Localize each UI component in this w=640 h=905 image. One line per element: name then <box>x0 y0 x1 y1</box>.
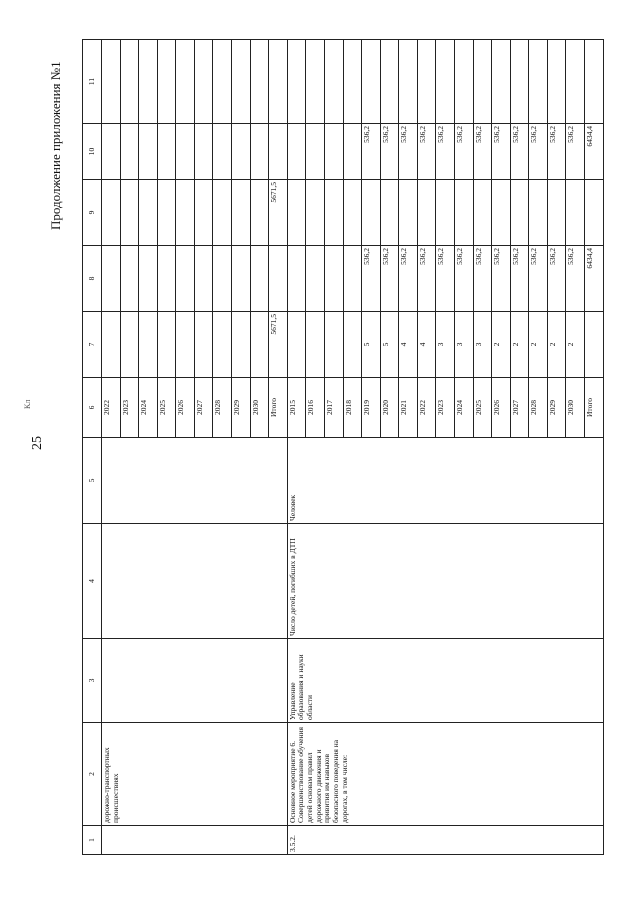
table-cell <box>139 246 158 312</box>
table-cell <box>529 40 548 124</box>
indicator-cell <box>102 524 288 639</box>
indicator-value: 2 <box>547 312 566 378</box>
table-cell <box>473 40 492 124</box>
amount-cell <box>194 180 213 246</box>
table-cell <box>566 180 585 246</box>
col-header: 6 <box>83 378 102 438</box>
table-cell <box>306 180 325 246</box>
amount-cell: 536,2 <box>529 124 548 180</box>
amount-cell: 536,2 <box>492 246 511 312</box>
table-cell <box>380 40 399 124</box>
table-cell <box>157 246 176 312</box>
col-header: 4 <box>83 524 102 639</box>
table-cell <box>362 40 381 124</box>
table-cell <box>120 246 139 312</box>
amount-cell: 536,2 <box>436 246 455 312</box>
table-cell <box>306 40 325 124</box>
amount-cell: 536,2 <box>362 124 381 180</box>
amount-cell: 536,2 <box>547 124 566 180</box>
indicator-value: 4 <box>417 312 436 378</box>
indicator-value <box>306 312 325 378</box>
year-cell: 2015 <box>287 378 306 438</box>
table-cell <box>250 124 269 180</box>
amount-cell <box>102 312 121 378</box>
table-cell <box>343 180 362 246</box>
year-cell: 2023 <box>436 378 455 438</box>
amount-cell: 536,2 <box>566 124 585 180</box>
page-number: 25 <box>30 436 45 450</box>
unit-cell: Человек <box>287 438 603 524</box>
indicator-value: 5 <box>380 312 399 378</box>
year-cell: 2024 <box>454 378 473 438</box>
indicator-value: 3 <box>436 312 455 378</box>
col-header: 7 <box>83 312 102 378</box>
year-cell: 2025 <box>473 378 492 438</box>
amount-cell <box>176 312 195 378</box>
table-cell <box>194 124 213 180</box>
year-cell: 2025 <box>157 378 176 438</box>
table-cell <box>157 124 176 180</box>
year-cell: 2022 <box>102 378 121 438</box>
indicator-value <box>287 312 306 378</box>
amount-cell: 536,2 <box>417 246 436 312</box>
table-cell <box>510 180 529 246</box>
table-cell <box>585 40 604 124</box>
unit-cell <box>102 438 288 524</box>
amount-cell: 536,2 <box>417 124 436 180</box>
amount-cell <box>139 312 158 378</box>
year-cell: 2018 <box>343 378 362 438</box>
amount-cell <box>139 180 158 246</box>
total-amount: 5671,5 <box>269 312 288 378</box>
amount-cell <box>250 312 269 378</box>
year-cell: 2030 <box>250 378 269 438</box>
total-label: Итого <box>585 378 604 438</box>
table-cell <box>250 246 269 312</box>
amount-cell <box>120 180 139 246</box>
table-cell <box>436 180 455 246</box>
amount-cell: 536,2 <box>399 246 418 312</box>
year-cell: 2023 <box>120 378 139 438</box>
amount-cell: 536,2 <box>510 246 529 312</box>
col-header: 2 <box>83 723 102 826</box>
total-amount: 6434,4 <box>585 124 604 180</box>
year-cell: 2028 <box>213 378 232 438</box>
amount-cell <box>213 180 232 246</box>
year-cell: 2030 <box>566 378 585 438</box>
amount-cell <box>157 312 176 378</box>
indicator-value: 4 <box>399 312 418 378</box>
amount-cell: 536,2 <box>510 124 529 180</box>
col-header: 3 <box>83 639 102 723</box>
year-cell: 2019 <box>362 378 381 438</box>
measure-name: Основное мероприятие 6. Совершенствование обучения детей основам правил дорожного движения и привития им навыков безопасного поведения на дорогах, в том числе: <box>287 723 603 826</box>
indicator-value: 3 <box>473 312 492 378</box>
table-cell <box>324 40 343 124</box>
amount-cell <box>194 312 213 378</box>
executor-cell: Управление образования и науки области <box>287 639 603 723</box>
table-cell <box>399 40 418 124</box>
amount-cell <box>102 180 121 246</box>
table-cell <box>102 40 121 124</box>
table-cell <box>120 124 139 180</box>
table-cell <box>232 124 251 180</box>
appendix-table-container <box>82 40 604 855</box>
table-cell <box>176 40 195 124</box>
indicator-value <box>324 312 343 378</box>
table-cell <box>324 180 343 246</box>
table-cell <box>102 246 121 312</box>
table-cell <box>436 40 455 124</box>
indicator-value <box>343 312 362 378</box>
table-cell <box>232 246 251 312</box>
table-cell <box>120 40 139 124</box>
amount-cell <box>343 246 362 312</box>
table-cell <box>454 180 473 246</box>
amount-cell: 536,2 <box>566 246 585 312</box>
indicator-value: 5 <box>362 312 381 378</box>
amount-cell: 536,2 <box>454 124 473 180</box>
amount-cell: 536,2 <box>547 246 566 312</box>
year-cell: 2028 <box>529 378 548 438</box>
table-cell <box>139 124 158 180</box>
total-label: Итого <box>269 378 288 438</box>
indicator-value: 2 <box>510 312 529 378</box>
amount-cell <box>157 180 176 246</box>
amount-cell: 536,2 <box>454 246 473 312</box>
table-cell <box>232 40 251 124</box>
table-row <box>287 40 306 855</box>
table-cell <box>492 180 511 246</box>
table-cell <box>454 40 473 124</box>
amount-cell <box>324 124 343 180</box>
row-code <box>102 826 288 855</box>
table-cell <box>399 180 418 246</box>
year-cell: 2027 <box>510 378 529 438</box>
indicator-value: 3 <box>454 312 473 378</box>
year-cell: 2027 <box>194 378 213 438</box>
table-cell <box>417 40 436 124</box>
amount-cell: 536,2 <box>399 124 418 180</box>
year-cell: 2021 <box>399 378 418 438</box>
year-cell: 2022 <box>417 378 436 438</box>
header-row <box>83 40 102 855</box>
table-cell <box>176 124 195 180</box>
amount-cell <box>324 246 343 312</box>
table-cell <box>287 180 306 246</box>
total-amount: 6434,4 <box>585 246 604 312</box>
amount-cell: 536,2 <box>380 246 399 312</box>
amount-cell <box>250 180 269 246</box>
amount-cell <box>306 124 325 180</box>
executor-cell <box>102 639 288 723</box>
table-cell <box>585 180 604 246</box>
year-cell: 2016 <box>306 378 325 438</box>
table-cell <box>585 312 604 378</box>
table-cell <box>157 40 176 124</box>
table-cell <box>213 246 232 312</box>
amount-cell: 536,2 <box>436 124 455 180</box>
amount-cell <box>213 312 232 378</box>
table-cell <box>213 124 232 180</box>
table-cell <box>492 40 511 124</box>
total-amount: 5671,5 <box>269 180 288 246</box>
year-cell: 2017 <box>324 378 343 438</box>
appendix-table <box>82 39 604 855</box>
indicator-cell: Число детей, погибших в ДТП <box>287 524 603 639</box>
amount-cell <box>287 246 306 312</box>
col-header: 9 <box>83 180 102 246</box>
indicator-value: 2 <box>566 312 585 378</box>
table-cell <box>194 40 213 124</box>
indicator-value: 2 <box>492 312 511 378</box>
table-cell <box>287 40 306 124</box>
col-header: 11 <box>83 40 102 124</box>
table-cell <box>362 180 381 246</box>
table-cell <box>510 40 529 124</box>
col-header: 1 <box>83 826 102 855</box>
table-cell <box>566 40 585 124</box>
year-cell: 2026 <box>176 378 195 438</box>
table-cell <box>269 246 288 312</box>
table-cell <box>380 180 399 246</box>
table-cell <box>269 124 288 180</box>
amount-cell <box>343 124 362 180</box>
table-cell <box>194 246 213 312</box>
table-cell <box>250 40 269 124</box>
table-cell <box>473 180 492 246</box>
year-cell: 2020 <box>380 378 399 438</box>
amount-cell <box>120 312 139 378</box>
amount-cell: 536,2 <box>492 124 511 180</box>
year-cell: 2026 <box>492 378 511 438</box>
amount-cell: 536,2 <box>473 124 492 180</box>
table-cell <box>269 40 288 124</box>
row-code: 3.5.2. <box>287 826 603 855</box>
amount-cell <box>232 312 251 378</box>
col-header: 5 <box>83 438 102 524</box>
table-cell <box>213 40 232 124</box>
amount-cell <box>232 180 251 246</box>
amount-cell: 536,2 <box>529 246 548 312</box>
table-cell <box>417 180 436 246</box>
amount-cell <box>176 180 195 246</box>
table-cell <box>139 40 158 124</box>
amount-cell: 536,2 <box>473 246 492 312</box>
table-cell <box>343 40 362 124</box>
col-header: 8 <box>83 246 102 312</box>
table-cell <box>176 246 195 312</box>
table-body <box>102 40 604 855</box>
col-header: 10 <box>83 124 102 180</box>
amount-cell: 536,2 <box>380 124 399 180</box>
amount-cell <box>306 246 325 312</box>
amount-cell <box>287 124 306 180</box>
measure-name: дорожно-транспортных происшествиях <box>102 723 288 826</box>
year-cell: 2029 <box>547 378 566 438</box>
table-row <box>102 40 121 855</box>
table-cell <box>102 124 121 180</box>
scan-mark: Кл <box>23 399 32 409</box>
indicator-value: 2 <box>529 312 548 378</box>
amount-cell: 536,2 <box>362 246 381 312</box>
year-cell: 2024 <box>139 378 158 438</box>
continuation-label: Продолжение приложения №1 <box>48 61 63 230</box>
table-cell <box>529 180 548 246</box>
year-cell: 2029 <box>232 378 251 438</box>
table-cell <box>547 180 566 246</box>
table-cell <box>547 40 566 124</box>
